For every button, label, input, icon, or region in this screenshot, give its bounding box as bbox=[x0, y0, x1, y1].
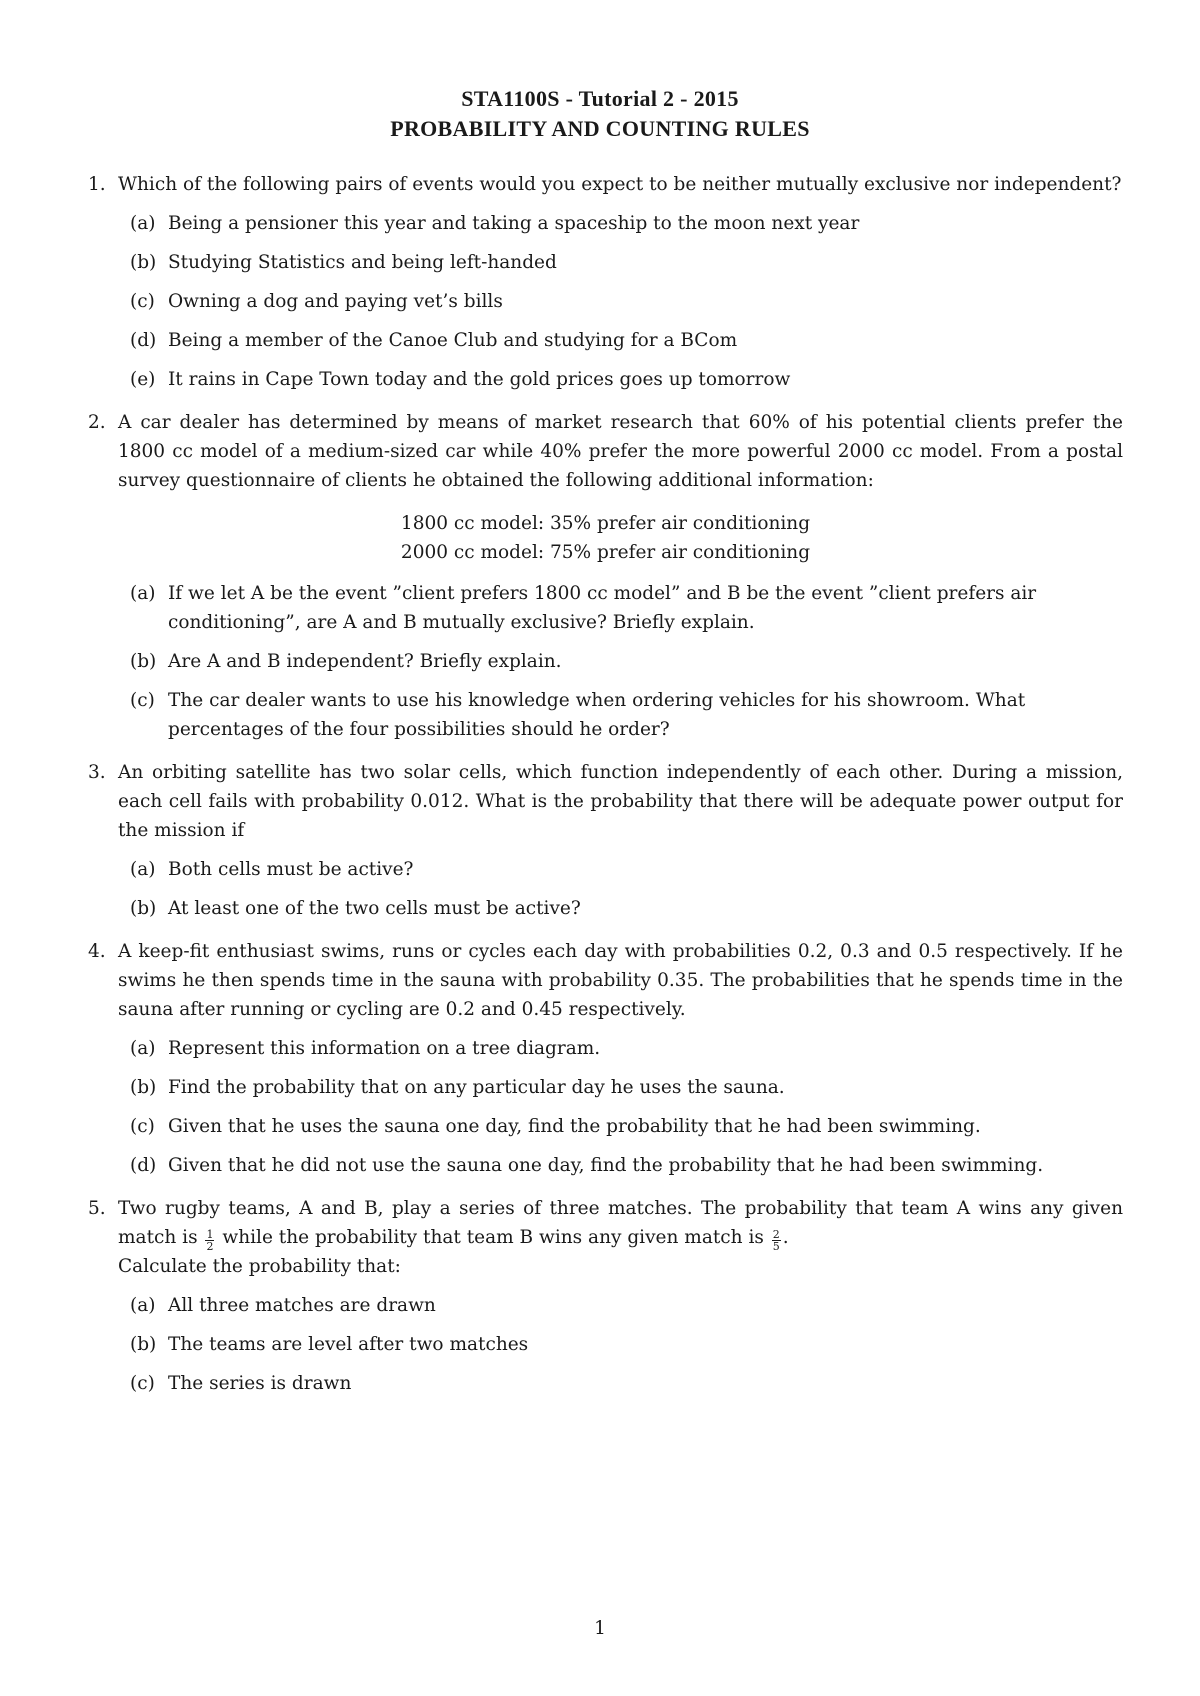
question-number: 3. bbox=[88, 762, 106, 783]
question-part bbox=[118, 326, 1123, 355]
question-text-part: while the probability that team B wins any given match is bbox=[222, 1227, 764, 1248]
part-label: (b) bbox=[130, 252, 157, 273]
part-label: (e) bbox=[130, 369, 156, 390]
question-2 bbox=[88, 408, 1123, 744]
part-text: Being a member of the Canoe Club and studying for a BCom bbox=[168, 330, 738, 351]
question-part bbox=[118, 1291, 1123, 1320]
part-label: (a) bbox=[130, 583, 156, 604]
fraction-denominator: 5 bbox=[772, 1240, 780, 1253]
question-text: A car dealer has determined by means of market research that 60% of his potential clients prefer the 1800 cc model of a medium-sized car while 40% prefer the more powerful 2000 cc model. From a postal survey questionnaire of clients he obtained the following additional information: bbox=[118, 412, 1123, 491]
question-part bbox=[118, 287, 1123, 316]
fraction-numerator: 2 bbox=[772, 1228, 780, 1241]
question-part bbox=[118, 1330, 1123, 1359]
question-part bbox=[118, 248, 1123, 277]
document-header bbox=[0, 84, 1200, 144]
part-text: Represent this information on a tree diagram. bbox=[168, 1038, 601, 1059]
tutorial-topic-title: PROBABILITY AND COUNTING RULES bbox=[390, 116, 810, 141]
part-label: (d) bbox=[130, 1155, 157, 1176]
question-part bbox=[118, 209, 1123, 238]
page-number: 1 bbox=[594, 1618, 606, 1639]
part-label: (b) bbox=[130, 651, 157, 672]
question-part bbox=[118, 1151, 1123, 1180]
part-text: Owning a dog and paying vet’s bills bbox=[168, 291, 503, 312]
fraction-denominator: 2 bbox=[206, 1240, 214, 1253]
question-text: An orbiting satellite has two solar cells, which function independently of each other. During a mission, each cell fails with probability 0.012. What is the probability that there will be adequate power output for the mission if bbox=[118, 762, 1123, 841]
question-number: 5. bbox=[88, 1198, 106, 1219]
survey-results bbox=[118, 509, 1123, 567]
question-instruction: Calculate the probability that: bbox=[118, 1256, 401, 1277]
question-text-part: Two rugby teams, A and B, play a series of three matches. The probability that team A wins any given match is bbox=[118, 1198, 1123, 1248]
part-text: The car dealer wants to use his knowledge when ordering vehicles for his showroom. What percentages of the four possibilities should he order? bbox=[168, 690, 1026, 740]
question-5 bbox=[88, 1194, 1123, 1398]
question-parts bbox=[118, 855, 1123, 923]
question-number: 4. bbox=[88, 941, 106, 962]
question-1 bbox=[88, 170, 1123, 394]
question-part bbox=[118, 1369, 1123, 1398]
part-label: (a) bbox=[130, 1295, 156, 1316]
question-part bbox=[118, 1112, 1123, 1141]
course-title: STA1100S - Tutorial 2 - 2015 bbox=[461, 86, 739, 111]
part-text: The teams are level after two matches bbox=[168, 1334, 529, 1355]
part-label: (a) bbox=[130, 1038, 156, 1059]
part-text: The series is drawn bbox=[168, 1373, 352, 1394]
fraction-numerator: 1 bbox=[206, 1228, 214, 1241]
part-text: Find the probability that on any particular day he uses the sauna. bbox=[168, 1077, 785, 1098]
question-3 bbox=[88, 758, 1123, 923]
part-text: All three matches are drawn bbox=[168, 1295, 436, 1316]
question-part bbox=[118, 894, 1123, 923]
part-label: (a) bbox=[130, 213, 156, 234]
question-part bbox=[118, 686, 1123, 744]
part-text: Studying Statistics and being left-handed bbox=[168, 252, 557, 273]
question-part bbox=[118, 1034, 1123, 1063]
part-label: (c) bbox=[130, 1373, 155, 1394]
question-4 bbox=[88, 937, 1123, 1180]
part-text: Given that he uses the sauna one day, find the probability that he had been swimming. bbox=[168, 1116, 981, 1137]
part-text: Given that he did not use the sauna one day, find the probability that he had been swimming. bbox=[168, 1155, 1044, 1176]
part-label: (b) bbox=[130, 1334, 157, 1355]
fraction-team-b bbox=[772, 1229, 781, 1252]
part-text: Being a pensioner this year and taking a spaceship to the moon next year bbox=[168, 213, 860, 234]
question-part bbox=[118, 647, 1123, 676]
question-part bbox=[118, 855, 1123, 884]
survey-result-line: 2000 cc model: 75% prefer air conditioning bbox=[400, 542, 811, 563]
question-parts bbox=[118, 1034, 1123, 1180]
question-list bbox=[88, 170, 1123, 1412]
question-number: 1. bbox=[88, 174, 106, 195]
question-text-part: . bbox=[782, 1227, 789, 1248]
question-text: A keep-fit enthusiast swims, runs or cycles each day with probabilities 0.2, 0.3 and 0.5 respectively. If he swims he then spends time in the sauna with probability 0.35. The probabilities that he spends time in the sauna after running or cycling are 0.2 and 0.45 respectively. bbox=[118, 941, 1123, 1020]
question-parts bbox=[118, 1291, 1123, 1398]
question-part bbox=[118, 579, 1123, 637]
question-text bbox=[118, 1194, 1123, 1281]
question-number: 2. bbox=[88, 412, 106, 433]
question-part bbox=[118, 365, 1123, 394]
part-label: (d) bbox=[130, 330, 157, 351]
part-text: Are A and B independent? Briefly explain. bbox=[168, 651, 562, 672]
question-text: Which of the following pairs of events would you expect to be neither mutually exclusive nor independent? bbox=[118, 174, 1122, 195]
part-text: Both cells must be active? bbox=[168, 859, 414, 880]
part-label: (a) bbox=[130, 859, 156, 880]
part-label: (c) bbox=[130, 291, 155, 312]
part-text: If we let A be the event ”client prefers 1800 cc model” and B be the event ”client prefers air conditioning”, are A and B mutually exclusive? Briefly explain. bbox=[168, 583, 1037, 633]
fraction-team-a bbox=[205, 1229, 214, 1252]
question-parts bbox=[118, 209, 1123, 394]
part-label: (c) bbox=[130, 690, 155, 711]
survey-result-line: 1800 cc model: 35% prefer air conditioning bbox=[400, 513, 811, 534]
question-parts bbox=[118, 579, 1123, 744]
part-label: (b) bbox=[130, 898, 157, 919]
part-text: At least one of the two cells must be active? bbox=[168, 898, 581, 919]
part-label: (b) bbox=[130, 1077, 157, 1098]
part-text: It rains in Cape Town today and the gold prices goes up tomorrow bbox=[168, 369, 791, 390]
part-label: (c) bbox=[130, 1116, 155, 1137]
question-part bbox=[118, 1073, 1123, 1102]
